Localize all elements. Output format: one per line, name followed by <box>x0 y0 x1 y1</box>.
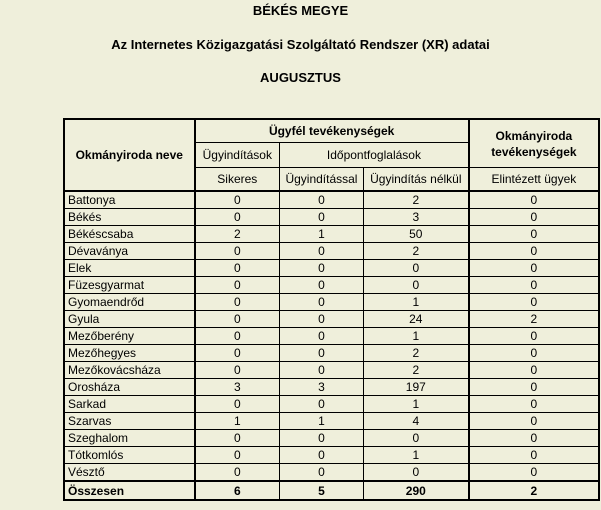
value-cell: 0 <box>363 430 468 447</box>
office-name-cell: Mezőkovácsháza <box>64 362 195 379</box>
total-cell: 6 <box>195 481 280 500</box>
total-cell: 5 <box>280 481 364 500</box>
table-row <box>64 243 599 260</box>
value-cell: 0 <box>195 447 280 464</box>
subheader-case-initiations: Ügyindítások <box>195 143 280 168</box>
value-cell: 1 <box>280 226 364 243</box>
value-cell: 0 <box>469 396 599 413</box>
value-cell: 24 <box>363 311 468 328</box>
total-row <box>64 481 599 500</box>
value-cell: 0 <box>195 345 280 362</box>
value-cell: 0 <box>195 191 280 209</box>
value-cell: 0 <box>195 430 280 447</box>
subheader-appointment-bookings: Időpontfoglalások <box>280 143 469 168</box>
value-cell: 0 <box>195 294 280 311</box>
value-cell: 0 <box>469 226 599 243</box>
table-row <box>64 260 599 277</box>
value-cell: 0 <box>280 243 364 260</box>
office-name-cell: Mezőhegyes <box>64 345 195 362</box>
value-cell: 0 <box>195 260 280 277</box>
table-row <box>64 379 599 396</box>
value-cell: 0 <box>280 209 364 226</box>
value-cell: 3 <box>363 209 468 226</box>
value-cell: 0 <box>280 311 364 328</box>
value-cell: 0 <box>469 277 599 294</box>
office-name-cell: Sarkad <box>64 396 195 413</box>
value-cell: 0 <box>280 294 364 311</box>
report-subtitle: Az Internetes Közigazgatási Szolgáltató Rendszer (XR) adatai <box>111 37 490 52</box>
office-name-cell: Békéscsaba <box>64 226 195 243</box>
table-row <box>64 362 599 379</box>
total-cell: 2 <box>469 481 599 500</box>
value-cell: 2 <box>363 191 468 209</box>
value-cell: 2 <box>469 311 599 328</box>
month-label: AUGUSZTUS <box>260 70 341 85</box>
value-cell: 0 <box>469 430 599 447</box>
value-cell: 2 <box>195 226 280 243</box>
value-cell: 0 <box>195 328 280 345</box>
table-row <box>64 464 599 482</box>
office-name-cell: Gyomaendrőd <box>64 294 195 311</box>
office-name-cell: Dévaványa <box>64 243 195 260</box>
subheader-completed-cases: Elintézett ügyek <box>469 168 599 192</box>
table-row <box>64 209 599 226</box>
office-name-cell: Füzesgyarmat <box>64 277 195 294</box>
value-cell: 50 <box>363 226 468 243</box>
value-cell: 2 <box>363 345 468 362</box>
value-cell: 3 <box>195 379 280 396</box>
county-title: BÉKÉS MEGYE <box>252 3 349 18</box>
value-cell: 0 <box>280 191 364 209</box>
table-row <box>64 277 599 294</box>
value-cell: 0 <box>363 464 468 482</box>
office-name-cell: Tótkomlós <box>64 447 195 464</box>
value-cell: 1 <box>363 447 468 464</box>
value-cell: 0 <box>280 396 364 413</box>
value-cell: 0 <box>195 311 280 328</box>
table-row <box>64 328 599 345</box>
value-cell: 0 <box>469 413 599 430</box>
value-cell: 0 <box>469 464 599 482</box>
table-row <box>64 311 599 328</box>
value-cell: 0 <box>469 191 599 209</box>
table-row <box>64 345 599 362</box>
table-row <box>64 294 599 311</box>
table-row <box>64 191 599 209</box>
value-cell: 0 <box>280 430 364 447</box>
office-name-cell: Mezőberény <box>64 328 195 345</box>
office-name-cell: Battonya <box>64 191 195 209</box>
office-name-cell: Szeghalom <box>64 430 195 447</box>
group-header-office-activities: Okmányiroda tevékenységek <box>469 119 599 168</box>
value-cell: 0 <box>195 277 280 294</box>
table-row <box>64 413 599 430</box>
value-cell: 0 <box>280 277 364 294</box>
value-cell: 0 <box>280 362 364 379</box>
office-name-cell: Gyula <box>64 311 195 328</box>
value-cell: 0 <box>280 328 364 345</box>
value-cell: 197 <box>363 379 468 396</box>
value-cell: 3 <box>280 379 364 396</box>
subheader-successful: Sikeres <box>195 168 280 192</box>
value-cell: 0 <box>195 362 280 379</box>
total-cell: 290 <box>363 481 468 500</box>
table-row <box>64 396 599 413</box>
value-cell: 0 <box>280 464 364 482</box>
value-cell: 1 <box>363 294 468 311</box>
table-row <box>64 226 599 243</box>
total-label: Összesen <box>64 481 195 500</box>
table-row <box>64 430 599 447</box>
office-name-cell: Orosháza <box>64 379 195 396</box>
value-cell: 0 <box>469 362 599 379</box>
subheader-without-case: Ügyindítás nélkül <box>363 168 468 192</box>
office-name-cell: Szarvas <box>64 413 195 430</box>
value-cell: 1 <box>363 328 468 345</box>
value-cell: 2 <box>363 243 468 260</box>
value-cell: 0 <box>280 345 364 362</box>
value-cell: 2 <box>363 362 468 379</box>
value-cell: 1 <box>195 413 280 430</box>
value-cell: 0 <box>195 396 280 413</box>
value-cell: 1 <box>280 413 364 430</box>
value-cell: 4 <box>363 413 468 430</box>
value-cell: 1 <box>363 396 468 413</box>
value-cell: 0 <box>469 345 599 362</box>
value-cell: 0 <box>280 260 364 277</box>
subheader-with-case: Ügyindítással <box>280 168 364 192</box>
value-cell: 0 <box>469 260 599 277</box>
value-cell: 0 <box>469 209 599 226</box>
value-cell: 0 <box>363 277 468 294</box>
office-name-cell: Elek <box>64 260 195 277</box>
value-cell: 0 <box>195 209 280 226</box>
office-name-cell: Vésztő <box>64 464 195 482</box>
office-name-cell: Békés <box>64 209 195 226</box>
group-header-client-activities: Ügyfél tevékenységek <box>195 119 469 143</box>
value-cell: 0 <box>469 243 599 260</box>
value-cell: 0 <box>195 464 280 482</box>
statistics-table <box>63 118 600 501</box>
value-cell: 0 <box>469 379 599 396</box>
column-header-office-name: Okmányiroda neve <box>64 119 195 191</box>
value-cell: 0 <box>363 260 468 277</box>
value-cell: 0 <box>280 447 364 464</box>
value-cell: 0 <box>469 447 599 464</box>
table-row <box>64 447 599 464</box>
value-cell: 0 <box>469 294 599 311</box>
value-cell: 0 <box>195 243 280 260</box>
value-cell: 0 <box>469 328 599 345</box>
